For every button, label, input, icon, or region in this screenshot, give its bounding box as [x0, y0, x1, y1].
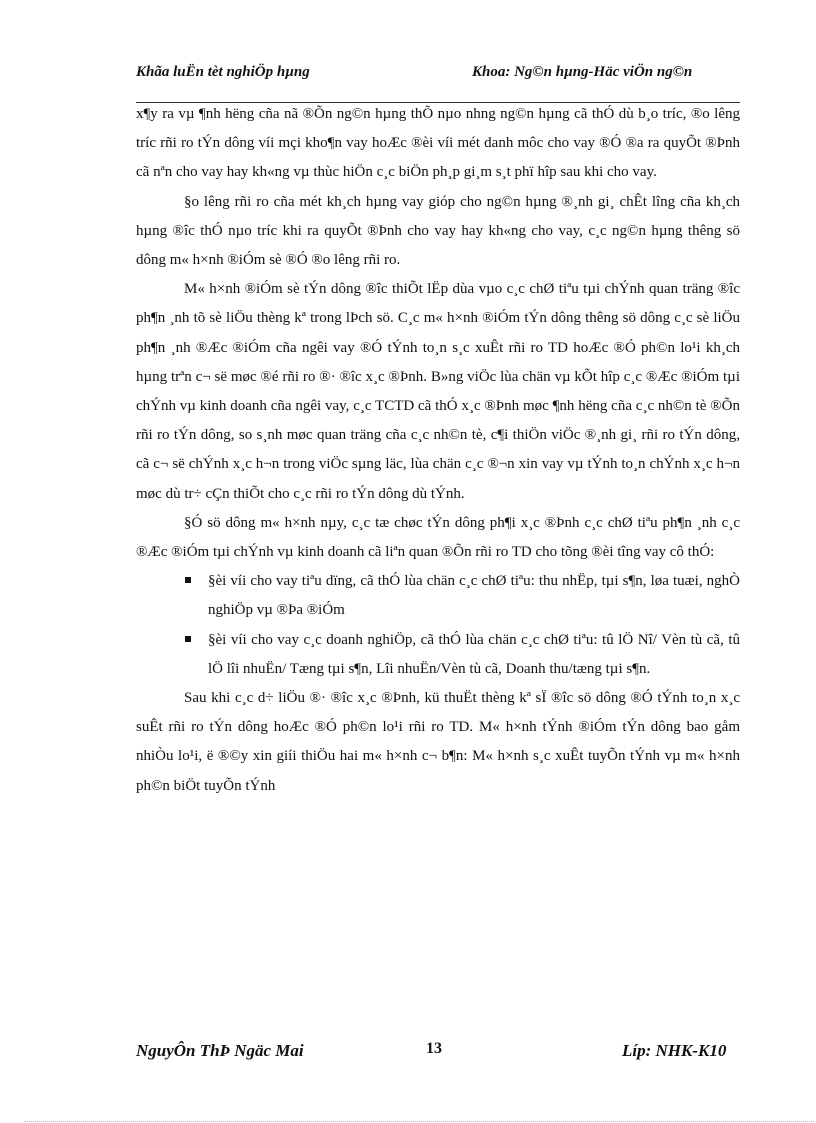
bullet-item-consumer-loans [136, 567, 740, 625]
bullet-item-business-loans [136, 626, 740, 684]
square-bullet-icon [185, 577, 191, 583]
footer-page-number: 13 [426, 1040, 442, 1057]
header-left-title: Khãa luËn tèt nghiÖp hµng [136, 64, 310, 80]
document-body [136, 100, 740, 801]
paragraph-3: M« h×nh ®iÓm sè tÝn dông ®îc thiÕt lËp dùa vµo c¸c chØ tiªu tµi chÝnh quan träng ®îc ph¶n ¸nh tõ sè liÖu thèng kª trong lÞch sö. C¸c m« h×nh ®iÓm tÝn dông thêng sö dông c¸c sè liÖu ph¶n ¸nh ®Æc ®iÓm cña ngêi vay ®Ó tÝnh to¸n s¸c xuÊt rñi ro TD hoÆc ®Ó ph©n lo¹i kh¸ch hµng trªn c¬ së møc ®é rñi ro ®· ®îc x¸c ®Þnh. B»ng viÖc lùa chän vµ kÕt hîp c¸c ®Æc ®iÓm tµi chÝnh vµ kinh doanh cña ngêi vay, c¸c TCTD cã thÓ x¸c ®Þnh møc ¶nh hëng cña c¸c nh©n tè ®Õn rñi ro tÝn dông, so s¸nh møc quan träng cña c¸c nh©n tè, c¶i thiÖn viÖc ®¸nh gi¸ rñi ro tÝn dông, cã c¬ së chÝnh x¸c h¬n trong viÖc sµng läc, lùa chän c¸c ®¬n xin vay vµ tÝnh to¸n chÝnh x¸c h¬n møc dù tr÷ cÇn thiÕt cho c¸c rñi ro tÝn dông dù tÝnh. [136, 281, 740, 502]
bullet-text: §èi víi cho vay c¸c doanh nghiÖp, cã thÓ lùa chän c¸c chØ tiªu: tû lÖ Nî/ Vèn tù cã, tû lÖ lîi nhuËn/ Tæng tµi s¶n, Lîi nhuËn/Vèn tù cã, Doanh thu/tæng tµi s¶n. [208, 631, 740, 677]
page-bottom-edge [24, 1121, 814, 1122]
bullet-text: §èi víi cho vay tiªu dïng, cã thÓ lùa chän c¸c chØ tiªu: thu nhËp, tµi s¶n, løa tuæi, nghÒ nghiÖp vµ ®Þa ®iÓm [208, 573, 740, 619]
paragraph-2: §o lêng rñi ro cña mét kh¸ch hµng vay gióp cho ng©n hµng ®¸nh gi¸ chÊt lîng cña kh¸ch hµng ®îc thÓ nµo tríc khi ra quyÕt ®Þnh cho vay hay kh«ng cho vay, c¸c ng©n hµng thêng sö dông m« h×nh ®iÓm sè ®Ó ®o lêng rñi ro. [136, 193, 740, 269]
square-bullet-icon [185, 636, 191, 642]
footer-author: NguyÔn ThÞ Ngäc Mai [136, 1041, 304, 1060]
paragraph-1: x¶y ra vµ ¶nh hëng cña nã ®Õn ng©n hµng thÕ nµo nhng ng©n hµng cã thÓ dù b¸o tríc, ®o lêng tríc rñi ro tÝn dông víi mçi kho¶n vay hoÆc ®èi víi mét danh môc cho vay ®Ó ®a ra quyÕt ®Þnh cã nªn cho vay hay kh«ng vµ thùc hiÖn c¸c biÖn ph¸p gi¸m s¸t phï hîp sau khi cho vay. [136, 106, 740, 181]
paragraph-5: Sau khi c¸c d÷ liÖu ®· ®îc x¸c ®Þnh, kü thuËt thèng kª sÏ ®îc sö dông ®Ó tÝnh to¸n x¸c suÊt rñi ro tÝn dông hoÆc ®Ó ph©n lo¹i rñi ro TD. M« h×nh tÝnh ®iÓm tÝn dông bao gåm nhiÒu lo¹i, ë ®©y xin giíi thiÖu hai m« h×nh c¬ b¶n: M« h×nh s¸c xuÊt tuyÕn tÝnh vµ m« h×nh ph©n biÖt tuyÕn tÝnh [136, 690, 740, 794]
footer-class-label: Líp: NHK-K10 [622, 1041, 727, 1060]
header-right-title: Khoa: Ng©n hµng-Häc viÖn ng©n [472, 64, 693, 80]
paragraph-4: §Ó sö dông m« h×nh nµy, c¸c tæ chøc tÝn dông ph¶i x¸c ®Þnh c¸c chØ tiªu ph¶n ¸nh c¸c ®Æc ®iÓm tµi chÝnh vµ kinh doanh cã liªn quan ®Õn rñi ro TD cho tõng ®èi tîng vay cô thÓ: [136, 514, 740, 561]
